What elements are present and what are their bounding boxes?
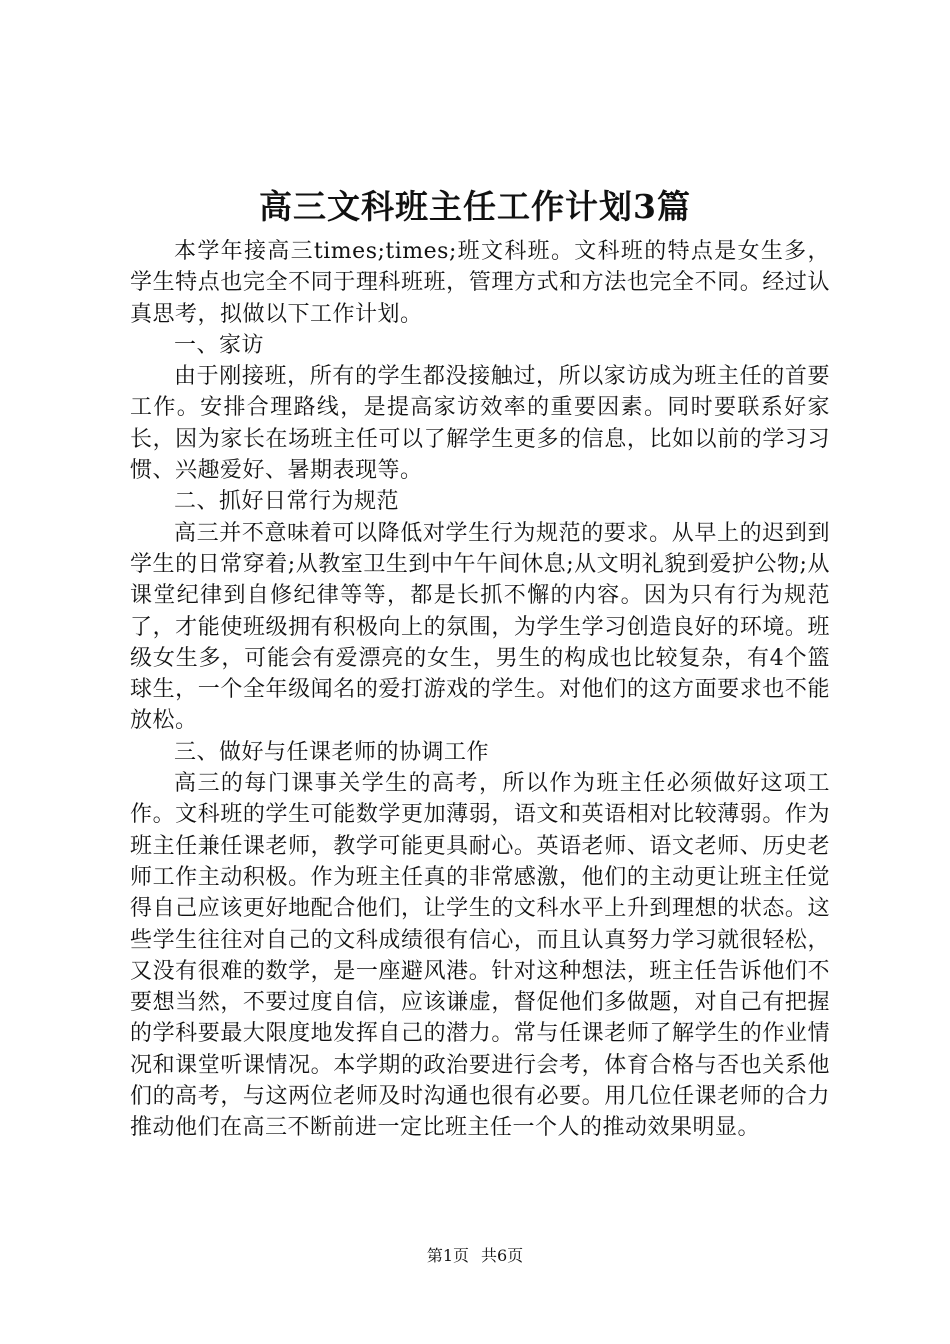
paragraph-behavior: 高三并不意味着可以降低对学生行为规范的要求。从早上的迟到到学生的日常穿着;从教室卫生到中午午间休息;从文明礼貌到爱护公物;从课堂纪律到自修纪律等等，都是长抓不懈的内容。因为只有行为规范了，才能使班级拥有积极向上的氛围，为学生学习创造良好的环境。班级女生多，可能会有爱漂亮的女生，男生的构成也比较复杂，有4个篮球生，一个全年级闻名的爱打游戏的学生。对他们的这方面要求也不能放松。	[130, 520, 830, 734]
page-footer	[0, 1244, 950, 1268]
document-body	[130, 236, 830, 1144]
paragraph-coordination: 高三的每门课事关学生的高考，所以作为班主任必须做好这项工作。文科班的学生可能数学更加薄弱，语文和英语相对比较薄弱。作为班主任兼任课老师，教学可能更具耐心。英语老师、语文老师、历史老师工作主动积极。作为班主任真的非常感激，他们的主动更让班主任觉得自己应该更好地配合他们，让学生的文科水平上升到理想的状态。这些学生往往对自己的文科成绩很有信心，而且认真努力学习就很轻松，又没有很难的数学，是一座避风港。针对这种想法，班主任告诉他们不要想当然，不要过度自信，应该谦虚，督促他们多做题，对自己有把握的学科要最大限度地发挥自己的潜力。常与任课老师了解学生的作业情况和课堂听课情况。本学期的政治要进行会考，体育合格与否也关系他们的高考，与这两位老师及时沟通也很有必要。用几位任课老师的合力推动他们在高三不断前进一定比班主任一个人的推动效果明显。	[130, 771, 830, 1141]
section-heading-behavior: 二、抓好日常行为规范	[174, 489, 400, 515]
page-total: 共6页	[481, 1246, 524, 1265]
document-title: 高三文科班主任工作计划3篇	[259, 187, 691, 226]
section-heading-home-visit: 一、家访	[174, 332, 265, 358]
paragraph-intro: 本学年接高三times;times;班文科班。文科班的特点是女生多，学生特点也完全不同于理科班班，管理方式和方法也完全不同。经过认真思考，拟做以下工作计划。	[130, 239, 830, 327]
paragraph-home-visit: 由于刚接班，所有的学生都没接触过，所以家访成为班主任的首要工作。安排合理路线，是提高家访效率的重要因素。同时要联系好家长，因为家长在场班主任可以了解学生更多的信息，比如以前的学习习惯、兴趣爱好、暑期表现等。	[130, 364, 830, 484]
page-number: 第1页	[426, 1246, 469, 1265]
section-heading-coordination: 三、做好与任课老师的协调工作	[174, 739, 490, 765]
